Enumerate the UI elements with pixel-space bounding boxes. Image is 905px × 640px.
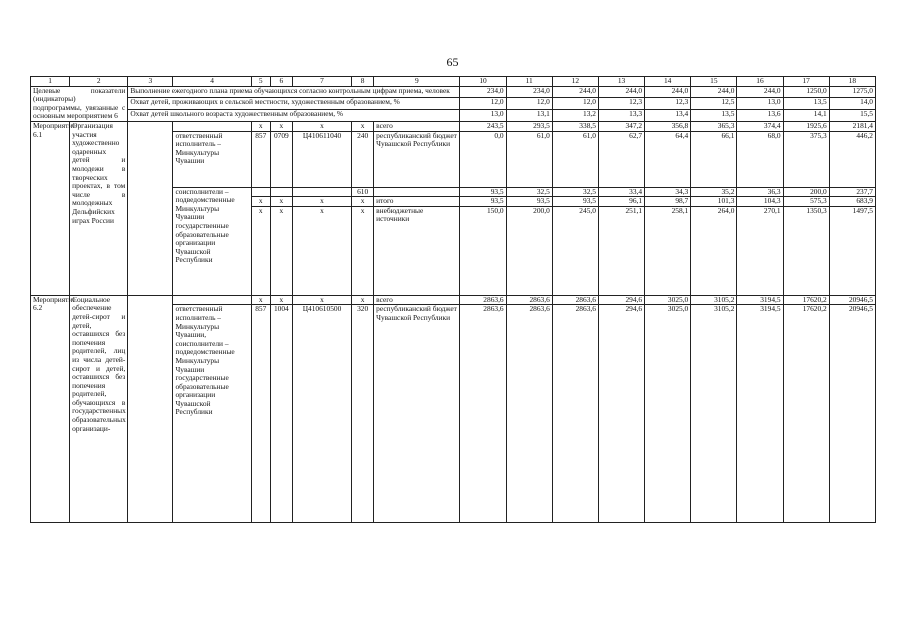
value-cell: 234,0: [506, 86, 552, 98]
value-cell: 101,3: [691, 197, 737, 207]
value-cell: 3025,0: [645, 305, 691, 523]
code-cell: Ц410610500: [292, 305, 351, 523]
col-header: 14: [645, 77, 691, 87]
value-cell: 347,2: [598, 121, 644, 131]
col-header: 10: [460, 77, 506, 87]
value-cell: 104,3: [737, 197, 783, 207]
value-cell: 244,0: [737, 86, 783, 98]
value-cell: 3105,2: [691, 305, 737, 523]
value-cell: 62,7: [598, 131, 644, 187]
value-cell: 258,1: [645, 206, 691, 295]
value-cell: 200,0: [506, 206, 552, 295]
value-cell: 32,5: [506, 187, 552, 197]
value-cell: 251,1: [598, 206, 644, 295]
col-header: 11: [506, 77, 552, 87]
code-cell: x: [292, 121, 351, 131]
code-cell: x: [352, 121, 374, 131]
value-cell: 365,3: [691, 121, 737, 131]
code-cell: x: [251, 121, 270, 131]
col-header: 2: [70, 77, 128, 87]
value-cell: 13,0: [460, 110, 506, 122]
value-cell: 2181,4: [829, 121, 875, 131]
target-name: Охват детей, проживающих в сельской местности, художественным образованием, %: [128, 98, 460, 110]
value-cell: 61,0: [552, 131, 598, 187]
code-cell: x: [270, 197, 292, 207]
code-cell: Ц410611040: [292, 131, 351, 187]
col-header: 1: [31, 77, 70, 87]
col-header: 15: [691, 77, 737, 87]
value-cell: 243,5: [460, 121, 506, 131]
value-cell: 374,4: [737, 121, 783, 131]
source-cell: итого: [374, 197, 460, 207]
col-header: 6: [270, 77, 292, 87]
value-cell: 13,1: [506, 110, 552, 122]
col-header: 12: [552, 77, 598, 87]
value-cell: 338,5: [552, 121, 598, 131]
col-header: 17: [783, 77, 829, 87]
value-cell: 13,6: [737, 110, 783, 122]
value-cell: 12,0: [552, 98, 598, 110]
code-cell: x: [292, 295, 351, 305]
value-cell: 150,0: [460, 206, 506, 295]
code-cell: 857: [251, 131, 270, 187]
value-cell: 14,1: [783, 110, 829, 122]
value-cell: 1275,0: [829, 86, 875, 98]
m61-executor-resp: ответственный исполнитель – Минкультуры Чувашии: [173, 131, 251, 187]
value-cell: 237,7: [829, 187, 875, 197]
col-header: 18: [829, 77, 875, 87]
value-cell: 13,2: [552, 110, 598, 122]
value-cell: 293,5: [506, 121, 552, 131]
value-cell: 294,6: [598, 295, 644, 305]
value-cell: 15,5: [829, 110, 875, 122]
value-cell: 34,3: [645, 187, 691, 197]
value-cell: 1250,0: [783, 86, 829, 98]
code-cell: 610: [352, 187, 374, 197]
m61-name: Организация участия художественно одаренных детей и молодежи в творческих проектах, в том числе в молодежных Дельфийских играх России: [70, 121, 128, 295]
value-cell: 244,0: [691, 86, 737, 98]
source-cell: внебюджетные источники: [374, 206, 460, 295]
value-cell: 12,5: [691, 98, 737, 110]
value-cell: 66,1: [691, 131, 737, 187]
value-cell: 244,0: [598, 86, 644, 98]
value-cell: 245,0: [552, 206, 598, 295]
code-cell: 0709: [270, 131, 292, 187]
m62-label: Мероприятие 6.2: [31, 295, 70, 523]
source-cell: всего: [374, 121, 460, 131]
col-header: 16: [737, 77, 783, 87]
value-cell: 3025,0: [645, 295, 691, 305]
value-cell: 2863,6: [552, 305, 598, 523]
m61-exec-blank: [173, 121, 251, 131]
value-cell: 264,0: [691, 206, 737, 295]
header-row: [31, 77, 876, 87]
value-cell: 33,4: [598, 187, 644, 197]
value-cell: 12,3: [598, 98, 644, 110]
m62-col3: [128, 295, 173, 523]
code-cell: 857: [251, 305, 270, 523]
value-cell: 12,3: [645, 98, 691, 110]
value-cell: 13,4: [645, 110, 691, 122]
code-cell: x: [292, 206, 351, 295]
value-cell: 96,1: [598, 197, 644, 207]
value-cell: 3194,5: [737, 295, 783, 305]
value-cell: 93,5: [506, 197, 552, 207]
code-cell: x: [352, 197, 374, 207]
value-cell: 575,3: [783, 197, 829, 207]
value-cell: 98,7: [645, 197, 691, 207]
col-header: 13: [598, 77, 644, 87]
target-row: [31, 110, 876, 122]
value-cell: 13,0: [737, 98, 783, 110]
value-cell: 1497,5: [829, 206, 875, 295]
value-cell: 2863,6: [460, 295, 506, 305]
value-cell: 13,5: [783, 98, 829, 110]
code-cell: x: [270, 206, 292, 295]
code-cell: x: [352, 206, 374, 295]
value-cell: 356,8: [645, 121, 691, 131]
page-number: 65: [446, 55, 459, 69]
code-cell: x: [270, 121, 292, 131]
col-header: 5: [251, 77, 270, 87]
value-cell: 375,3: [783, 131, 829, 187]
value-cell: 13,5: [691, 110, 737, 122]
value-cell: 12,0: [506, 98, 552, 110]
value-cell: 1350,3: [783, 206, 829, 295]
value-cell: 234,0: [460, 86, 506, 98]
value-cell: 2863,6: [552, 295, 598, 305]
code-cell: 240: [352, 131, 374, 187]
code-cell: x: [251, 206, 270, 295]
program-table: [30, 76, 876, 523]
code-cell: x: [270, 295, 292, 305]
code-cell: 320: [352, 305, 374, 523]
value-cell: 93,5: [460, 197, 506, 207]
m61-row-total: [31, 121, 876, 131]
col-header: 3: [128, 77, 173, 87]
value-cell: 683,9: [829, 197, 875, 207]
code-cell: x: [251, 197, 270, 207]
value-cell: 20946,5: [829, 295, 875, 305]
col-header: 7: [292, 77, 351, 87]
m61-label: Мероприятие 6.1: [31, 121, 70, 295]
value-cell: 14,0: [829, 98, 875, 110]
value-cell: 93,5: [460, 187, 506, 197]
m61-col3: [128, 121, 173, 295]
m62-executor: ответственный исполнитель – Минкультуры Чувашии, соисполнители – подведомственные Минкультуры Чувашии государственные образовательные организации Чувашской Республики: [173, 305, 251, 523]
target-name: Выполнение ежегодного плана приема обучающихся согласно контрольным цифрам приема, человек: [128, 86, 460, 98]
col-header: 4: [173, 77, 251, 87]
source-cell: республиканский бюджет Чувашской Республики: [374, 131, 460, 187]
source-cell: республиканский бюджет Чувашской Республики: [374, 305, 460, 523]
value-cell: 32,5: [552, 187, 598, 197]
value-cell: 20946,5: [829, 305, 875, 523]
target-row: [31, 98, 876, 110]
m62-name: Социальное обеспечение детей-сирот и детей, оставшихся без попечения родителей, лиц из числа детей-сирот и детей, оставшихся без попечения родителей, обучающихся в государственных образовательных организаци-: [70, 295, 128, 523]
target-name: Охват детей школьного возраста художественным образованием, %: [128, 110, 460, 122]
value-cell: 2863,6: [460, 305, 506, 523]
col-header: 8: [352, 77, 374, 87]
target-row: [31, 86, 876, 98]
targets-label: Целевые показатели (индикаторы) подпрограммы, увязанные с основным мероприятием 6: [31, 86, 128, 121]
code-cell: x: [292, 197, 351, 207]
code-cell: x: [251, 295, 270, 305]
value-cell: 17620,2: [783, 305, 829, 523]
value-cell: 35,2: [691, 187, 737, 197]
value-cell: 61,0: [506, 131, 552, 187]
value-cell: 68,0: [737, 131, 783, 187]
value-cell: 3194,5: [737, 305, 783, 523]
value-cell: 446,2: [829, 131, 875, 187]
code-cell: 1004: [270, 305, 292, 523]
code-cell: x: [352, 295, 374, 305]
value-cell: 1925,6: [783, 121, 829, 131]
value-cell: 2863,6: [506, 305, 552, 523]
value-cell: 200,0: [783, 187, 829, 197]
value-cell: 2863,6: [506, 295, 552, 305]
col-header: 9: [374, 77, 460, 87]
source-cell: всего: [374, 295, 460, 305]
value-cell: 3105,2: [691, 295, 737, 305]
value-cell: 0,0: [460, 131, 506, 187]
value-cell: 270,1: [737, 206, 783, 295]
value-cell: 17620,2: [783, 295, 829, 305]
value-cell: 64,4: [645, 131, 691, 187]
value-cell: 12,0: [460, 98, 506, 110]
value-cell: 93,5: [552, 197, 598, 207]
value-cell: 36,3: [737, 187, 783, 197]
value-cell: 244,0: [552, 86, 598, 98]
value-cell: 294,6: [598, 305, 644, 523]
m61-executor-co: соисполнители – подведомственные Минкультуры Чувашии государственные образовательные организации Чувашской Республики: [173, 187, 251, 295]
value-cell: 244,0: [645, 86, 691, 98]
value-cell: 13,3: [598, 110, 644, 122]
